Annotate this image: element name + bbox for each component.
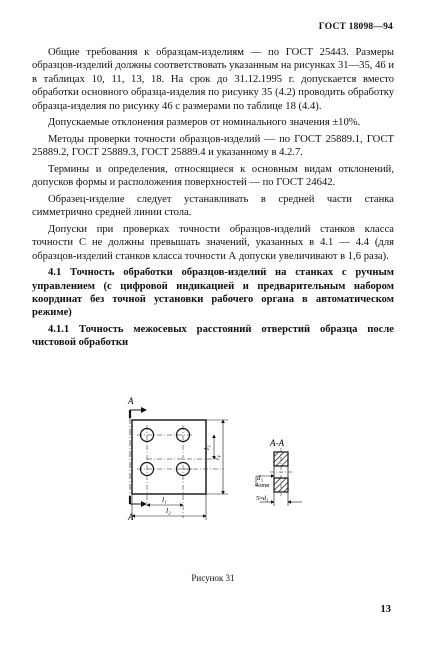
standard-header: ГОСТ 18098—94 [318,22,393,32]
section-mark-bottom [127,496,146,522]
section-view [270,448,292,496]
paragraph-terms: Термины и определения, относящиеся к основным видам отклонений, допусков формы и расположения поверхностей — по ГОСТ 24642. [32,163,394,189]
section-mark-letter-bottom: А [128,512,134,522]
figure-31-drawing [110,388,320,528]
section-mark-letter-top: А [128,396,134,406]
dim-label-d3: d₃ [257,474,263,482]
body-text [32,46,394,353]
dim-label-4-holes: 4отв [255,482,270,489]
hole-center-lines [137,425,224,518]
paragraph-placement: Образец-изделие следует устанавливать в средней части станка симметрично средней линии стола. [32,193,394,219]
holes [141,429,190,476]
plate-outline [132,420,206,494]
dim-label-l1: l₁ [162,495,167,504]
page-number: 13 [380,604,391,615]
figure-caption: Рисунок 31 [191,573,235,583]
paragraph-check-methods: Методы проверки точности образцов-изделий — по ГОСТ 25889.1, ГОСТ 25889.2, ГОСТ 25889.3, ГОСТ 25889.4 и указанному в 4.2.7. [32,133,394,159]
dim-label-l3: l₃ [202,445,211,450]
section-view-title: А-А [270,438,284,448]
paragraph-general-requirements: Общие требования к образцам-изделиям — по ГОСТ 25443. Размеры образцов-изделий должны соответствовать указанным на рисунках 31—35, 46 и в таблицах 10, 11, 13, 18. На срок до 31.12.1995 г. допускается вместо обработки основного образца-изделия по рисунку 35 (4.2) проводить обработку образца-изделия по рисунку 46 с размерами по таблице 18 (4.4). [32,47,394,112]
dim-label-l4: l₄ [212,455,221,460]
paragraph-tolerances: Допускаемые отклонения размеров от номинального значения ±10%. [48,117,361,129]
section-heading-4-1: 4.1 Точность обработки образцов-изделий на станках с ручным управлением (с цифровой индикацией и предварительным набором координат без точной установки рабочего органа в автоматическом режиме) [32,267,394,319]
section-mark-top [127,396,146,418]
dim-label-l2: l₂ [166,506,171,515]
section-heading-4-1-1: 4.1.1 Точность межосевых расстояний отверстий образца после чистовой обработки [32,324,394,349]
dim-label-thickness: 5≈d₃ [256,495,269,502]
paragraph-accuracy-class: Допуски при проверках точности образцов-изделий станков класса точности С не должны превышать значений, указанных в 4.1 — 4.4 (для образцов-изделий станков класса точности А допуски увеличивают в 1,6 раза). [32,223,394,262]
